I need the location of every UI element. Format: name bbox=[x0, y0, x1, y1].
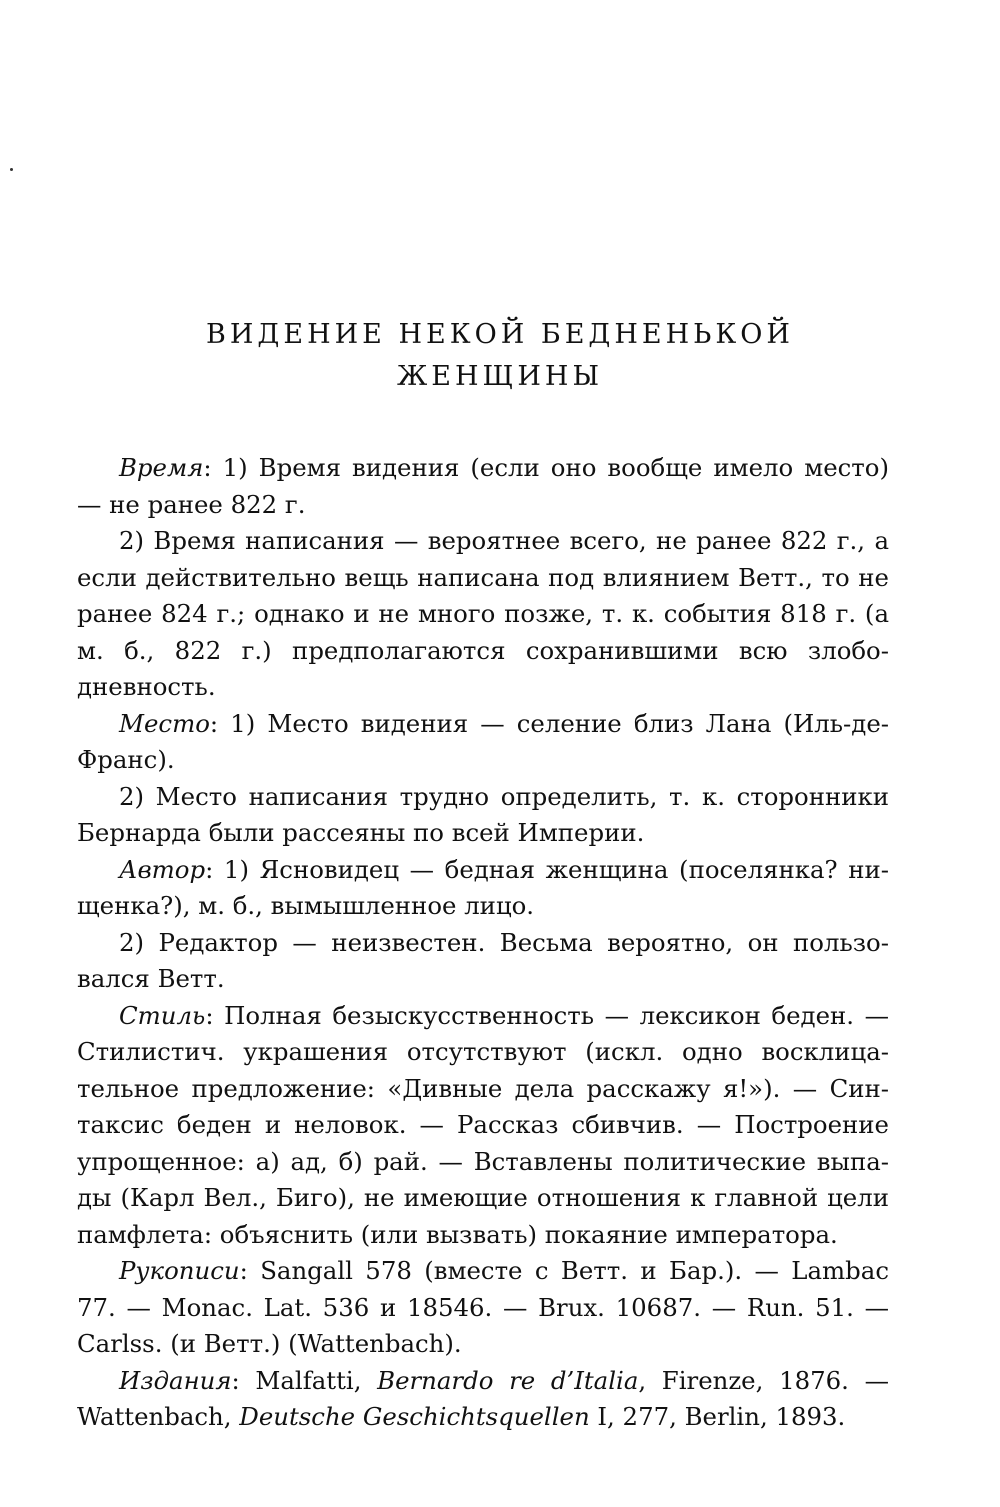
page-speck bbox=[10, 168, 13, 171]
label-editions: Издания bbox=[119, 1365, 232, 1395]
label-author: Автор bbox=[119, 854, 206, 884]
paragraph-manuscripts bbox=[77, 1253, 889, 1363]
paragraph-time-1 bbox=[77, 450, 889, 523]
title-line-2: ЖЕНЩИНЫ bbox=[396, 361, 604, 393]
text-editions-2: , Firenze, 1876. — Wattenbach, bbox=[77, 1365, 889, 1431]
paragraph-editions bbox=[77, 1363, 889, 1436]
label-manuscripts: Рукописи bbox=[119, 1256, 240, 1285]
book-title-1: Bernardo re d’Italia bbox=[377, 1365, 639, 1395]
label-place: Место bbox=[119, 708, 210, 738]
paragraph-place-1 bbox=[77, 706, 889, 779]
paragraph-place-2: 2) Место написания трудно определить, т. к. сторонники Бернарда были рассеяны по всей Империи. bbox=[77, 781, 889, 847]
paragraph-author-1 bbox=[77, 852, 889, 925]
text-style: : Полная безыскусственность — лексикон беден. — Стилистич. украшения отсутствуют (искл. одно восклицательное предложение: «Дивные дела расскажу я!»). — Синтаксис беден и неловок. — Рассказ сбивчив. — Построение упрощенное: а) ад, б) рай. — Вставлены политические выпады (Карл Вел., Биго), не имеющие отношения к главной цели памфлета: объяснить (или вызвать) покаяние императора. bbox=[77, 1000, 889, 1249]
text-time-1: : 1) Время видения (если оно вообще имело место) — не ранее 822 г. bbox=[77, 453, 889, 519]
page-title bbox=[0, 314, 1000, 398]
book-title-2: Deutsche Geschichtsquellen bbox=[239, 1402, 590, 1431]
label-time: Время bbox=[119, 453, 204, 482]
paragraph-style bbox=[77, 998, 889, 1254]
text-manuscripts: : Sangall 578 (вместе с Ветт. и Бар.). — Lambac 77. — Monac. Lat. 536 и 18546. — Brux. 10687. — Run. 51. — Carlss. (и Ветт.) (Wattenbach). bbox=[77, 1256, 889, 1358]
label-style: Стиль bbox=[119, 1000, 206, 1030]
text-editions-3: I, 277, Berlin, 1893. bbox=[589, 1402, 846, 1431]
text-place-1: : 1) Место видения — селение близ Лана (Иль-де-Франс). bbox=[77, 708, 889, 774]
paragraph-author-2: 2) Редактор — неизвестен. Весьма вероятно, он пользовался Ветт. bbox=[77, 927, 889, 993]
title-line-1: ВИДЕНИЕ НЕКОЙ БЕДНЕНЬКОЙ bbox=[206, 319, 794, 351]
paragraph-time-2: 2) Время написания — вероятнее всего, не ранее 822 г., а если действительно вещь написана под влиянием Ветт., то не ранее 824 г.; однако и не много позже, т. к. события 818 г. (а м. б., 822 г.) предполагаются сохранившими всю злободневность. bbox=[77, 526, 889, 701]
page-body bbox=[77, 450, 889, 1436]
text-editions-1: : Malfatti, bbox=[231, 1365, 378, 1395]
text-author-1: : 1) Ясновидец — бедная женщина (поселянка? нищенка?), м. б., вымышленное лицо. bbox=[77, 854, 889, 920]
